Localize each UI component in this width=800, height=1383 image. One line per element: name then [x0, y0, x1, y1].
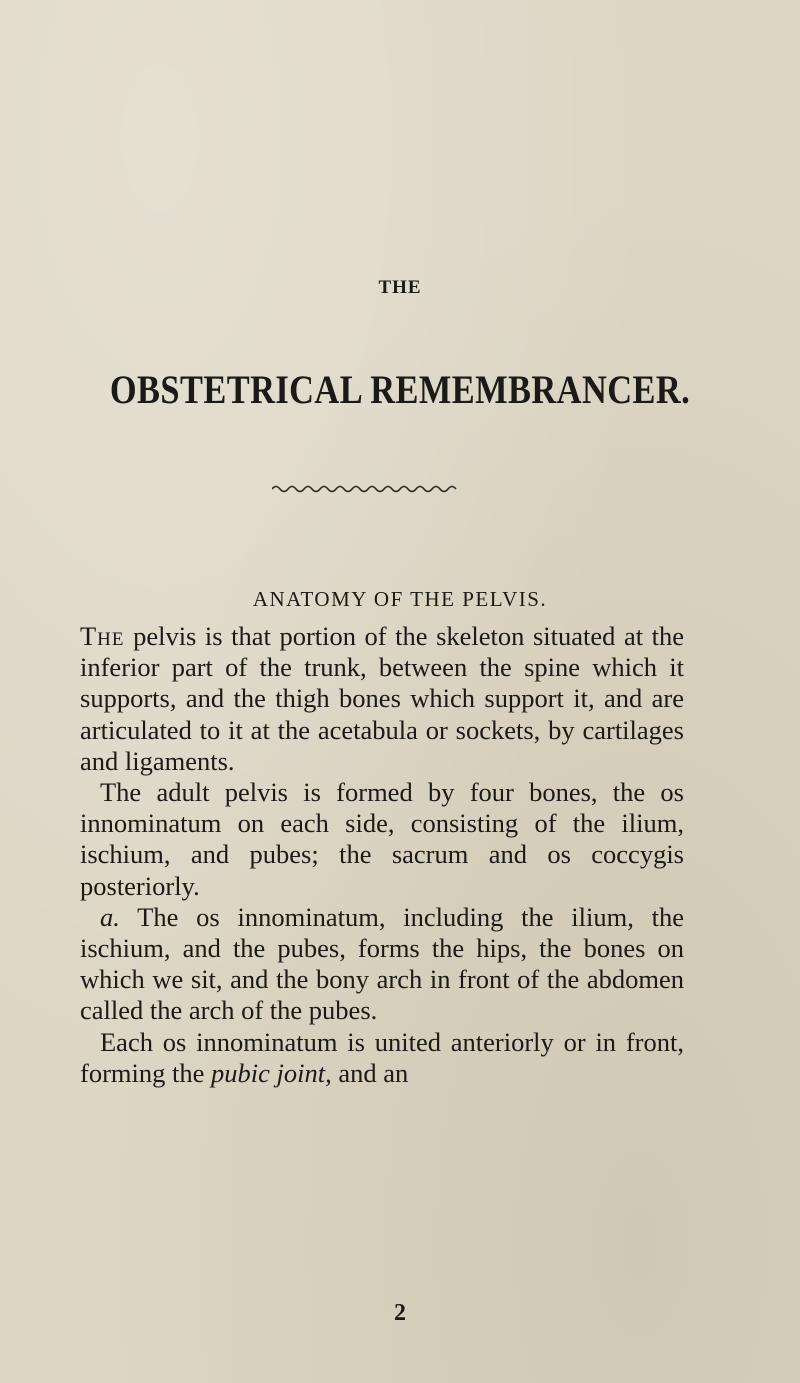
page-number: 2 — [394, 1300, 406, 1326]
paragraph-3-text: The os innominatum, including the ilium, the ischium, and the pubes, forms the hips, the bones on which we sit, and the bony arch in front of the abdomen called the arch of the pubes. — [80, 901, 684, 1026]
section-heading: ANATOMY OF THE PELVIS. — [252, 587, 548, 611]
body-text — [80, 621, 684, 1089]
paragraph-1-lead: The — [80, 621, 125, 651]
paragraph-2: The adult pelvis is formed by four bones, the os innominatum on each side, consisting of the ilium, ischium, and pubes; the sacrum and os coccygis posteriorly. — [80, 777, 684, 901]
book-title: OBSTETRICAL REMEMBRANCER. — [109, 367, 691, 412]
paragraph-3 — [80, 902, 684, 1027]
running-head: THE — [378, 277, 422, 298]
paragraph-3-marker: a. — [100, 901, 120, 932]
paragraph-4 — [80, 1027, 684, 1089]
paragraph-1 — [80, 621, 684, 777]
paragraph-1-text: pelvis is that portion of the skeleton situated at the inferior part of the trunk, between the spine which it supports, and the thigh bones which support it, and are articulated to it at the acetabula or sockets, by cartilages and ligaments. — [80, 621, 684, 776]
paragraph-4-after: and an — [331, 1057, 409, 1088]
paragraph-4-before: Each os innominatum is united anteriorly or in front, forming the — [80, 1026, 684, 1088]
pubic-joint-term: pubic joint, — [211, 1057, 332, 1088]
wavy-rule-ornament — [272, 482, 458, 496]
